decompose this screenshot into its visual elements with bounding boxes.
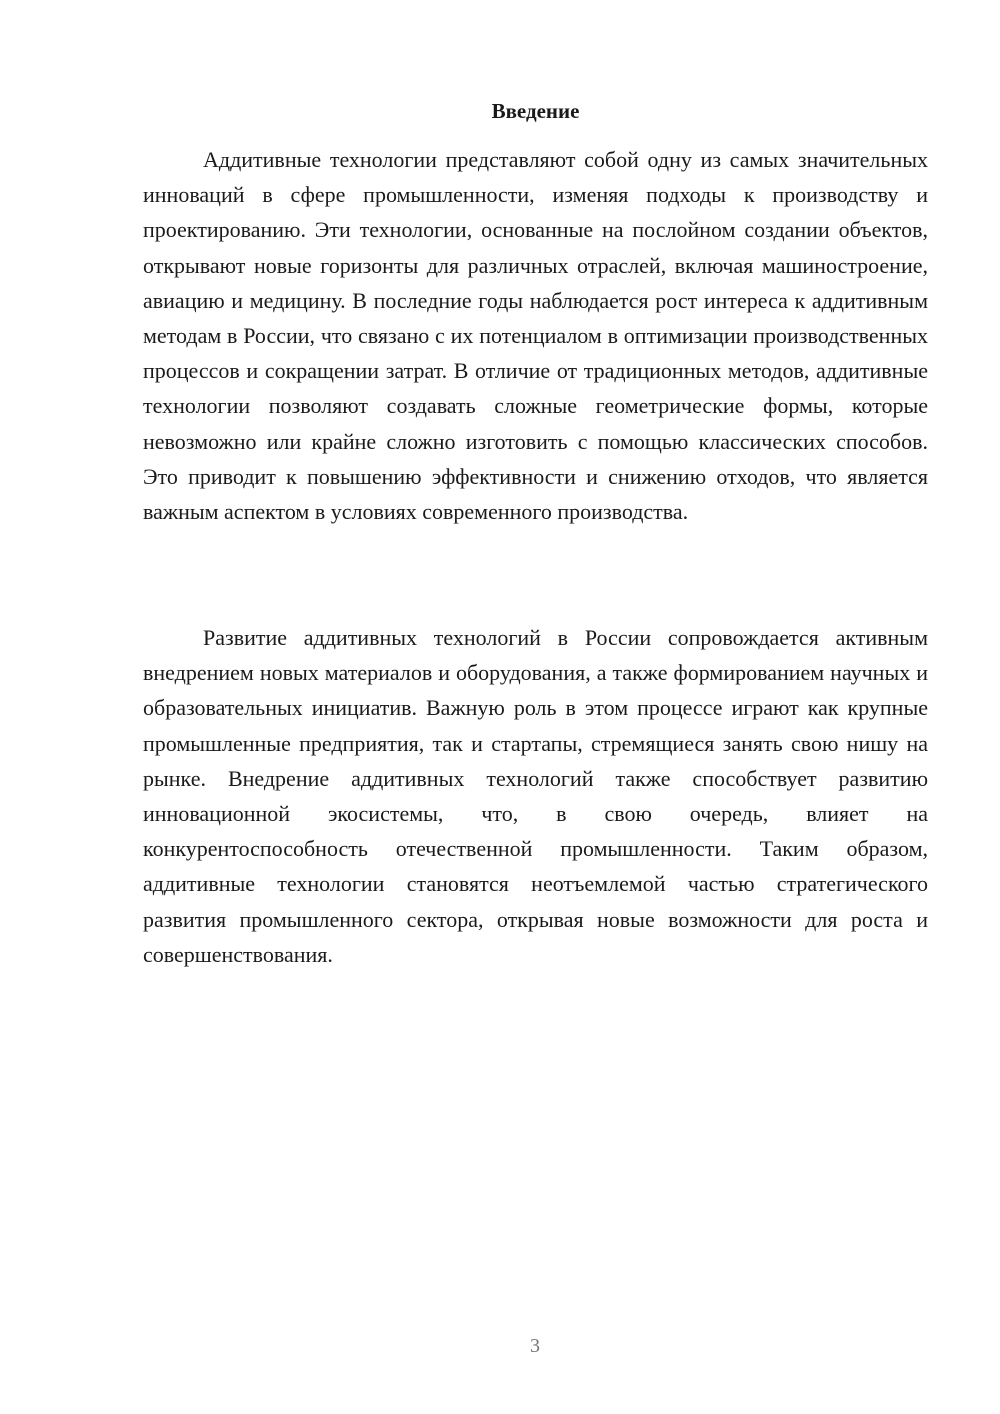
paragraph-2: Развитие аддитивных технологий в России сопровождается активным внедрением новых материалов и оборудования, а также формированием научных и образовательных инициатив. Важную роль в этом процессе играют как крупные промышленные предприятия, так и стартапы, стремящиеся занять свою нишу на рынке. Внедрение аддитивных технологий также способствует развитию инновационной экосистемы, что, в свою очередь, влияет на конкурентоспособность отечественной промышленности. Таким образом, аддитивные технологии становятся неотъемлемой частью стратегического развития промышленного сектора, открывая новые возможности для роста и совершенствования. [143, 625, 928, 967]
page-number: 3 [530, 1335, 540, 1357]
section-title: Введение [491, 99, 580, 123]
paragraph-1: Аддитивные технологии представляют собой одну из самых значительных инноваций в сфере промышленности, изменяя подходы к производству и проектированию. Эти технологии, основанные на послойном создании объектов, открывают новые горизонты для различных отраслей, включая машиностроение, авиацию и медицину. В последние годы наблюдается рост интереса к аддитивным методам в России, что связано с их потенциалом в оптимизации производственных процессов и сокращении затрат. В отличие от традиционных методов, аддитивные технологии позволяют создавать сложные геометрические формы, которые невозможно или крайне сложно изготовить с помощью классических способов. Это приводит к повышению эффективности и снижению отходов, что является важным аспектом в условиях современного производства. [143, 147, 928, 525]
